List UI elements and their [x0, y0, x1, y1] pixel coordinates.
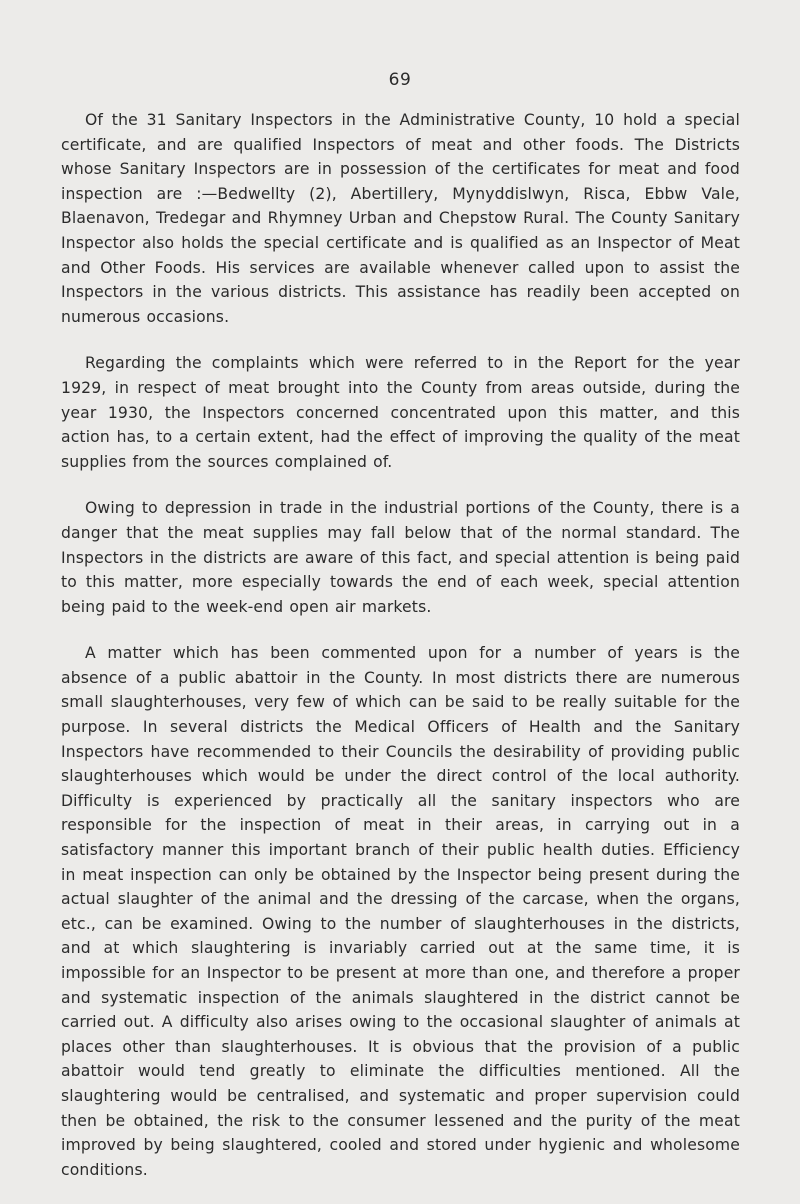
body-text	[61, 108, 740, 1204]
paragraph-public-abattoir: A matter which has been commented upon for a number of years is the absence of a public abattoir in the County. In most districts there are numerous small slaughterhouses, very few of which can be said to be really suitable for the purpose. In several districts the Medical Officers of Health and the Sanitary Inspectors have recommended to their Councils the desirability of providing public slaughterhouses which would be under the direct control of the local authority. Difficulty is experienced by practically all the sanitary inspectors who are responsible for the inspection of meat in their areas, in carrying out in a satisfactory manner this important branch of their public health duties. Efficiency in meat inspection can only be obtained by the Inspector being present during the actual slaughter of the animal and the dressing of the carcase, when the organs, etc., can be examined. Owing to the number of slaughterhouses in the districts, and at which slaughtering is invariably carried out at the same time, it is impossible for an Inspector to be present at more than one, and therefore a proper and systematic inspection of the animals slaughtered in the district cannot be carried out. A difficulty also arises owing to the occasional slaughter of animals at places other than slaughterhouses. It is obvious that the provision of a public abattoir would tend greatly to eliminate the difficulties mentioned. All the slaughtering would be centralised, and systematic and proper supervision could then be obtained, the risk to the consumer lessened and the purity of the meat improved by being slaughtered, cooled and stored under hygienic and wholesome conditions.	[61, 644, 740, 1179]
paragraph-meat-inspectors: Of the 31 Sanitary Inspectors in the Administrative County, 10 hold a special certificate, and are qualified Inspectors of meat and other foods. The Districts whose Sanitary Inspectors are in possession of the certificates for meat and food inspection are :—Bedwellty (2), Abertillery, Mynyddislwyn, Risca, Ebbw Vale, Blaenavon, Tredegar and Rhymney Urban and Chepstow Rural. The County Sanitary Inspector also holds the special certificate and is qualified as an Inspector of Meat and Other Foods. His services are available whenever called upon to assist the Inspectors in the various districts. This assistance has readily been accepted on numerous occasions.	[61, 111, 740, 326]
paragraph-complaints-1929: Regarding the complaints which were referred to in the Report for the year 1929, in respect of meat brought into the County from areas outside, during the year 1930, the Inspectors concerned concentrated upon this matter, and this action has, to a certain extent, had the effect of improving the quality of the meat supplies from the sources complained of.	[61, 354, 740, 471]
page-number: 69	[388, 70, 412, 90]
paragraph-trade-depression: Owing to depression in trade in the industrial portions of the County, there is a danger that the meat supplies may fall below that of the normal standard. The Inspectors in the districts are aware of this fact, and special attention is being paid to this matter, more especially towards the end of each week, special attention being paid to the week-end open air markets.	[61, 499, 740, 616]
